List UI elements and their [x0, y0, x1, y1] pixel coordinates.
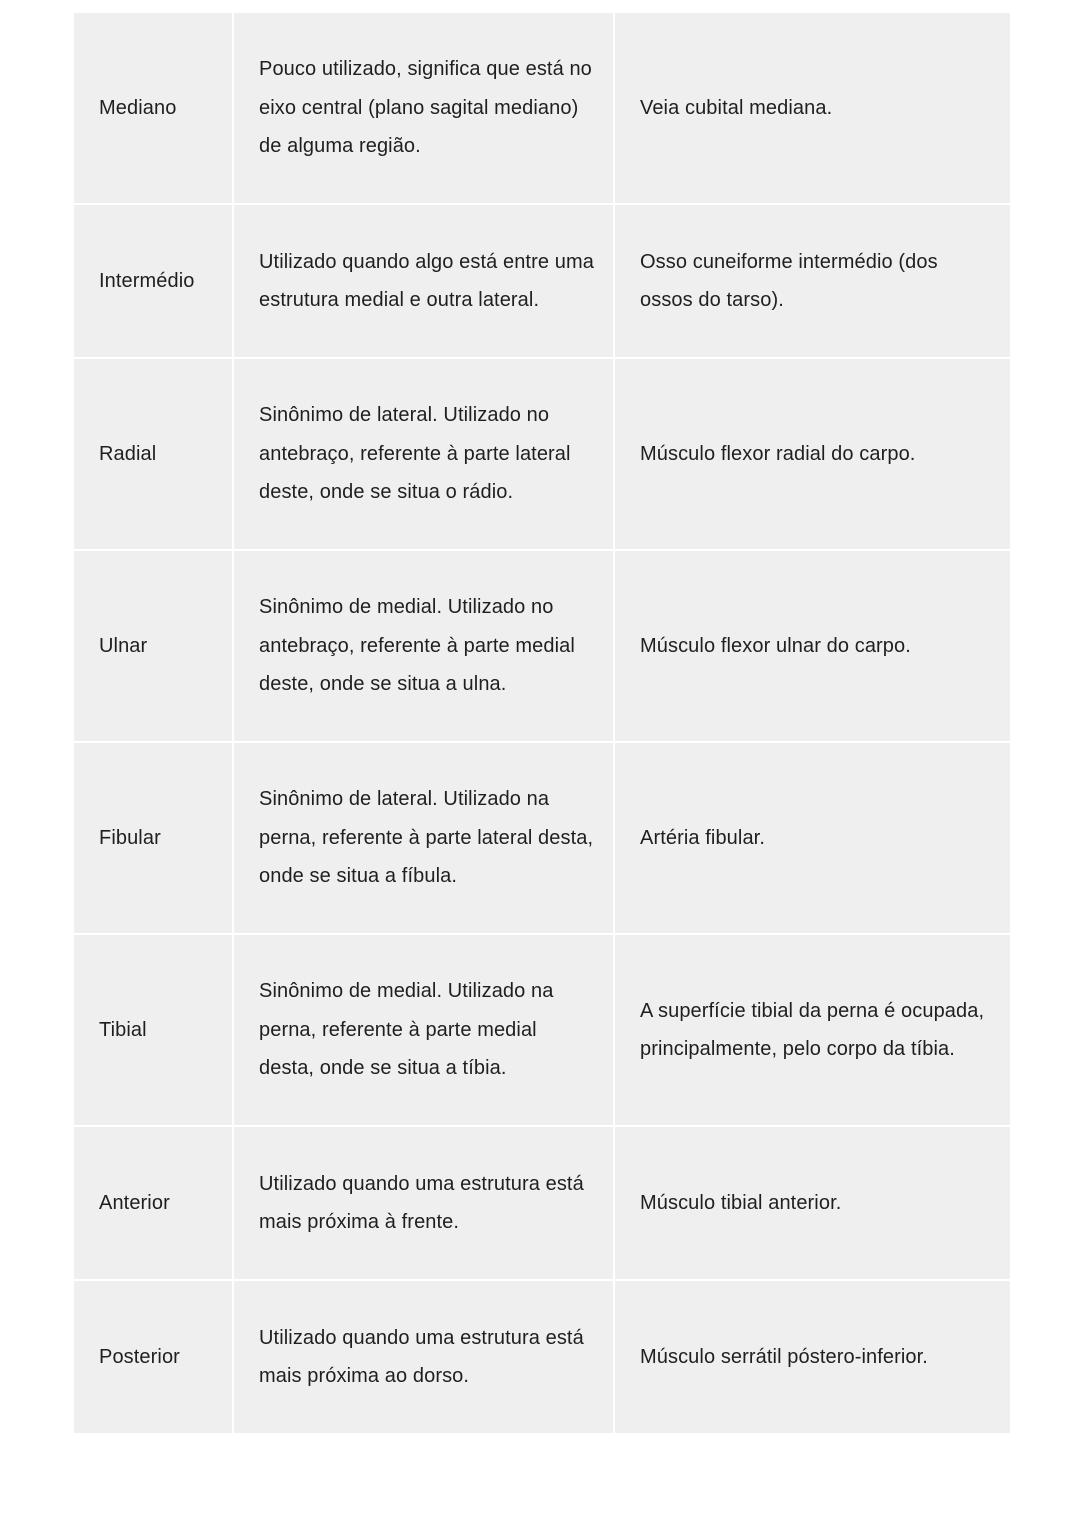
table-cell-term: Tibial	[74, 935, 232, 1125]
table-cell-term: Mediano	[74, 13, 232, 203]
table-cell-description: Sinônimo de medial. Utilizado na perna, referente à parte medial desta, onde se situa a tíbia.	[234, 935, 613, 1125]
table-cell-term: Fibular	[74, 743, 232, 933]
table-cell-term: Posterior	[74, 1281, 232, 1433]
table-cell-example: A superfície tibial da perna é ocupada, principalmente, pelo corpo da tíbia.	[615, 935, 1010, 1125]
table-cell-example: Músculo flexor ulnar do carpo.	[615, 551, 1010, 741]
table-cell-example: Músculo flexor radial do carpo.	[615, 359, 1010, 549]
table-cell-example: Osso cuneiforme intermédio (dos ossos do tarso).	[615, 205, 1010, 357]
table-cell-example: Músculo serrátil póstero-inferior.	[615, 1281, 1010, 1433]
table-cell-description: Utilizado quando uma estrutura está mais próxima à frente.	[234, 1127, 613, 1279]
table-cell-term: Anterior	[74, 1127, 232, 1279]
anatomy-terms-table	[74, 13, 1008, 1433]
table-cell-example: Veia cubital mediana.	[615, 13, 1010, 203]
table-cell-description: Pouco utilizado, significa que está no eixo central (plano sagital mediano) de alguma região.	[234, 13, 613, 203]
table-cell-example: Artéria fibular.	[615, 743, 1010, 933]
table-cell-example: Músculo tibial anterior.	[615, 1127, 1010, 1279]
table-cell-description: Sinônimo de lateral. Utilizado no antebraço, referente à parte lateral deste, onde se situa o rádio.	[234, 359, 613, 549]
table-cell-description: Sinônimo de lateral. Utilizado na perna, referente à parte lateral desta, onde se situa a fíbula.	[234, 743, 613, 933]
table-cell-description: Utilizado quando algo está entre uma estrutura medial e outra lateral.	[234, 205, 613, 357]
table-cell-description: Sinônimo de medial. Utilizado no antebraço, referente à parte medial deste, onde se situa a ulna.	[234, 551, 613, 741]
table-cell-term: Intermédio	[74, 205, 232, 357]
table-cell-description: Utilizado quando uma estrutura está mais próxima ao dorso.	[234, 1281, 613, 1433]
table-cell-term: Ulnar	[74, 551, 232, 741]
table-cell-term: Radial	[74, 359, 232, 549]
